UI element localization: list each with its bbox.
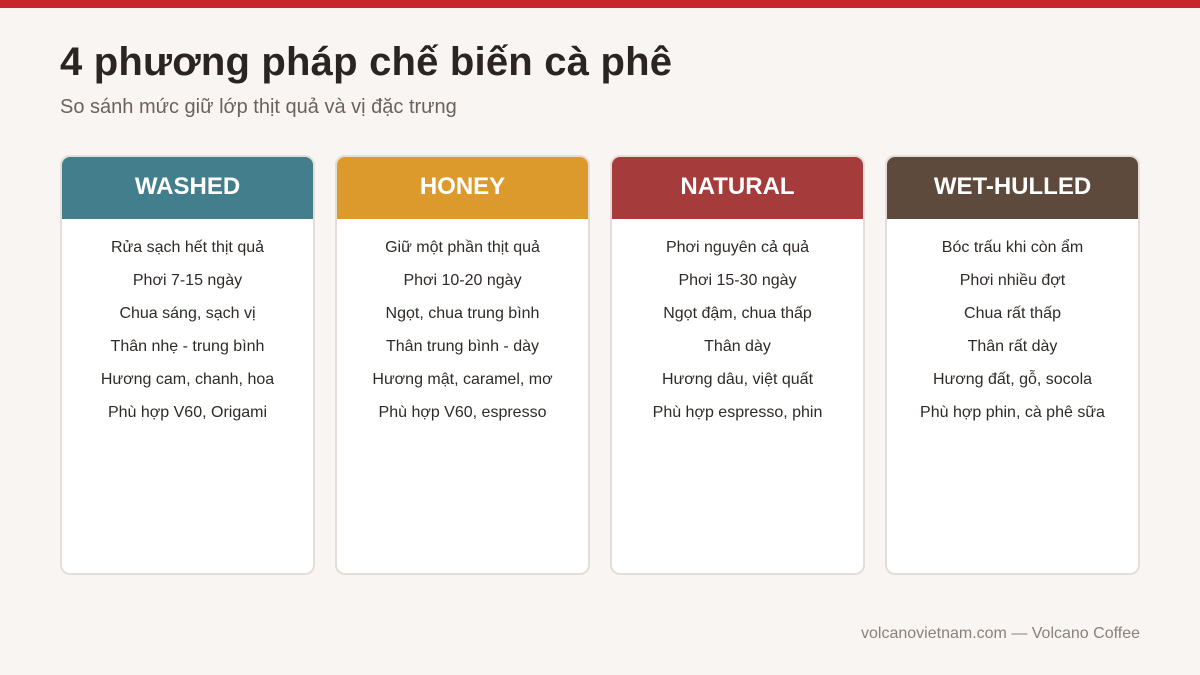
card-item: Thân rất dày — [967, 338, 1058, 355]
card-item: Phù hợp espresso, phin — [652, 404, 823, 421]
card-item: Phơi 7-15 ngày — [132, 272, 243, 289]
card-item: Phù hợp V60, Origami — [107, 404, 267, 421]
card-item: Ngọt, chua trung bình — [385, 305, 540, 322]
card-item: Ngọt đậm, chua thấp — [663, 305, 812, 322]
card-natural-list — [612, 219, 863, 423]
card-natural — [610, 155, 865, 575]
process-cards — [60, 155, 1140, 575]
card-item: Hương đất, gỗ, socola — [932, 371, 1093, 388]
card-item: Phù hợp V60, espresso — [378, 404, 547, 421]
card-wet-hulled — [885, 155, 1140, 575]
card-honey-header: HONEY — [335, 155, 590, 219]
card-item: Thân trung bình - dày — [386, 338, 539, 355]
card-item: Giữ một phần thịt quả — [385, 239, 540, 256]
card-item: Bóc trấu khi còn ẩm — [941, 239, 1084, 256]
card-washed — [60, 155, 315, 575]
card-item: Chua sáng, sạch vị — [119, 305, 256, 322]
page-subtitle: So sánh mức giữ lớp thịt quả và vị đặc trưng — [60, 96, 457, 118]
top-accent-bar — [0, 0, 1200, 8]
card-item: Hương cam, chanh, hoa — [100, 371, 275, 388]
card-item: Rửa sạch hết thịt quả — [110, 239, 265, 256]
card-item: Thân dày — [704, 338, 771, 355]
card-item: Phù hợp phin, cà phê sữa — [920, 404, 1105, 421]
card-item: Phơi 10-20 ngày — [403, 272, 522, 289]
footer-credit: volcanovietnam.com — Volcano Coffee — [861, 625, 1140, 642]
card-natural-header: NATURAL — [610, 155, 865, 219]
card-item: Hương mật, caramel, mơ — [372, 371, 553, 388]
page-title: 4 phương pháp chế biến cà phê — [60, 40, 673, 84]
card-item: Phơi nguyên cả quả — [665, 239, 810, 256]
card-washed-header: WASHED — [60, 155, 315, 219]
card-wet-hulled-header: WET-HULLED — [885, 155, 1140, 219]
card-honey-list — [337, 219, 588, 423]
card-item: Phơi 15-30 ngày — [678, 272, 797, 289]
card-item: Hương dâu, việt quất — [661, 371, 814, 388]
card-item: Thân nhẹ - trung bình — [110, 338, 265, 355]
card-washed-list — [62, 219, 313, 423]
card-honey — [335, 155, 590, 575]
card-wet-hulled-list — [887, 219, 1138, 423]
card-item: Chua rất thấp — [964, 305, 1061, 322]
card-item: Phơi nhiều đợt — [959, 272, 1066, 289]
